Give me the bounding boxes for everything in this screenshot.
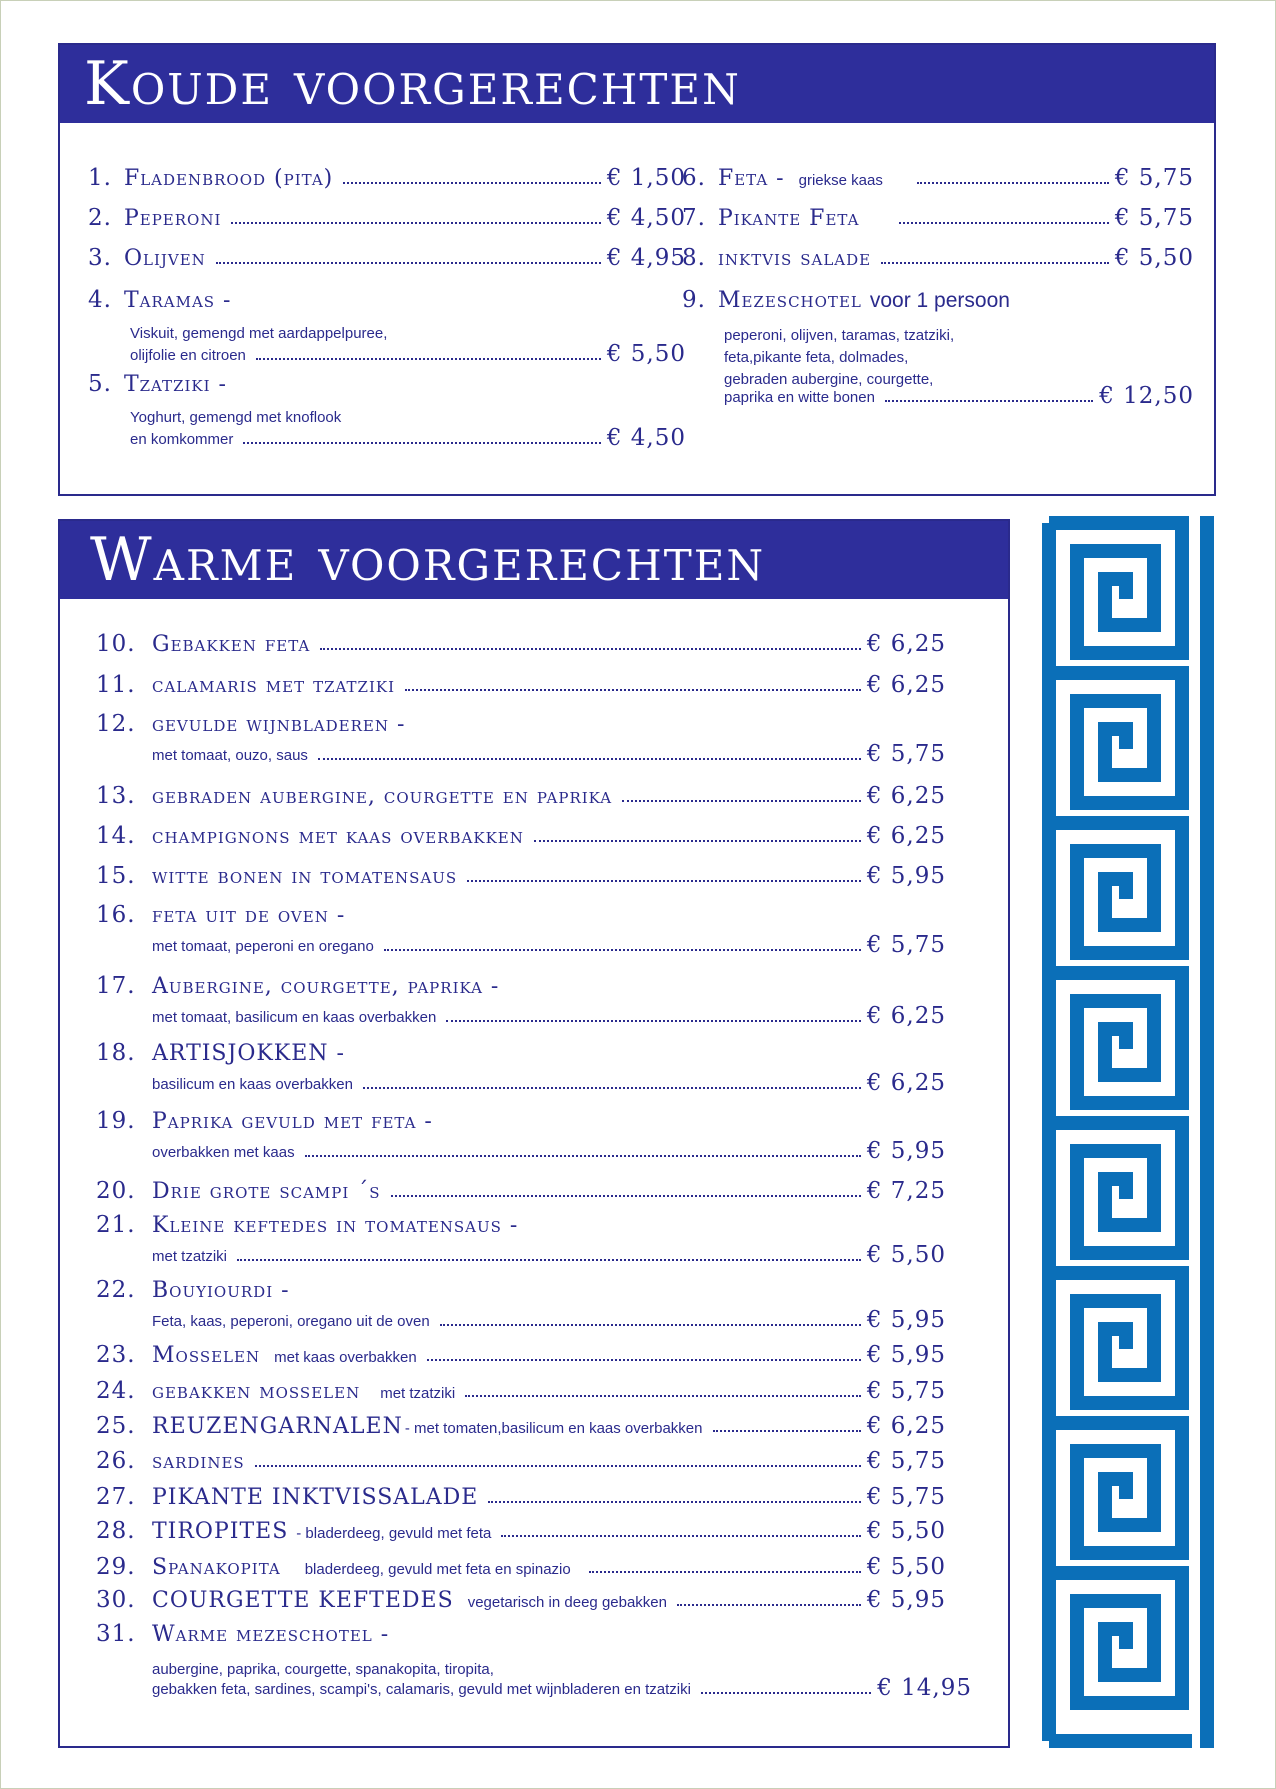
item-number: 18. — [96, 1040, 136, 1066]
item-price: € 5,75 — [1114, 165, 1194, 191]
item-number: 31. — [96, 1621, 136, 1647]
dot-leader — [216, 262, 601, 264]
item-description: feta,pikante feta, dolmades, — [724, 349, 909, 366]
item-price-line — [152, 1070, 946, 1096]
item-name: PIKANTE INKTVISSALADE — [152, 1485, 479, 1510]
item-price: € 6,25 — [866, 1413, 946, 1439]
item-name: inktvis salade — [717, 246, 872, 271]
item-number: 2. — [88, 205, 112, 231]
item-price: € 4,50 — [606, 205, 686, 231]
item-description: gebraden aubergine, courgette, — [724, 371, 934, 388]
item-number: 7. — [682, 205, 706, 231]
item-price: € 5,75 — [866, 741, 946, 767]
menu-item-14 — [96, 823, 946, 849]
item-price-line — [152, 741, 946, 767]
menu-item-15 — [96, 863, 946, 889]
dot-leader — [363, 1087, 861, 1089]
item-number: 8. — [682, 245, 706, 271]
item-description: aubergine, paprika, courgette, spanakopita, tiropita, — [152, 1661, 494, 1678]
menu-item-11 — [96, 672, 946, 698]
item-name: Pikante Feta — [717, 206, 860, 231]
item-number: 11. — [96, 672, 136, 698]
item-description: met kaas overbakken — [274, 1349, 417, 1366]
item-number: 27. — [96, 1484, 136, 1510]
item-price: € 5,95 — [866, 863, 946, 889]
menu-item-3 — [88, 245, 686, 271]
dot-leader — [488, 1501, 860, 1503]
dot-leader — [465, 1395, 861, 1397]
item-number: 4. — [88, 287, 112, 313]
item-price: € 5,95 — [866, 1307, 946, 1333]
item-price: € 5,75 — [866, 1378, 946, 1404]
item-number: 22. — [96, 1277, 136, 1303]
item-description: - met tomaten,basilicum en kaas overbakken — [404, 1420, 703, 1437]
menu-item-16 — [96, 902, 345, 928]
item-number: 19. — [96, 1108, 136, 1134]
dot-leader — [881, 262, 1109, 264]
item-number: 13. — [96, 783, 136, 809]
menu-item-24 — [96, 1378, 946, 1404]
dot-leader — [231, 222, 600, 224]
dot-leader — [305, 1155, 861, 1157]
dot-leader — [256, 358, 601, 360]
menu-item-31 — [96, 1621, 389, 1647]
item-number: 21. — [96, 1212, 136, 1238]
menu-item-23 — [96, 1342, 946, 1368]
item-name: Spanakopita — [152, 1555, 281, 1580]
item-price: € 5,75 — [866, 1448, 946, 1474]
dot-leader — [677, 1604, 861, 1606]
dot-leader — [243, 442, 600, 444]
item-price: € 5,50 — [1114, 245, 1194, 271]
menu-item-13 — [96, 783, 946, 809]
menu-item-18 — [96, 1040, 345, 1066]
item-number: 28. — [96, 1518, 136, 1544]
menu-item-7 — [682, 205, 1194, 231]
item-name: Taramas - — [123, 288, 232, 313]
item-description: Yoghurt, gemengd met knoflook — [130, 409, 342, 426]
item-price: € 6,25 — [866, 631, 946, 657]
item-number: 23. — [96, 1342, 136, 1368]
item-name: Drie grote scampi ´s — [152, 1179, 381, 1204]
item-price: € 6,25 — [866, 823, 946, 849]
dot-leader — [255, 1465, 861, 1467]
dot-leader — [320, 648, 861, 650]
item-price-line — [152, 1307, 946, 1333]
item-price-line — [152, 1138, 946, 1164]
item-name: Fladenbrood (pita) — [123, 166, 334, 191]
dot-leader — [622, 800, 861, 802]
item-price: € 4,50 — [606, 425, 686, 451]
dot-leader — [405, 689, 861, 691]
item-price: € 5,50 — [866, 1518, 946, 1544]
menu-item-17 — [96, 973, 499, 999]
menu-item-6 — [682, 165, 1194, 191]
item-name: Feta - — [717, 166, 785, 191]
item-number: 3. — [88, 245, 112, 271]
item-number: 9. — [682, 287, 706, 313]
menu-item-27 — [96, 1484, 946, 1510]
item-description: gebakken feta, sardines, scampi's, calamaris, gevuld met wijnbladeren en tzatziki — [152, 1681, 691, 1698]
item-name: witte bonen in tomatensaus — [152, 864, 458, 889]
item-name: gebraden aubergine, courgette en paprika — [152, 784, 613, 809]
item-number: 5. — [88, 371, 112, 397]
menu-item-4 — [88, 287, 231, 313]
item-description: Viskuit, gemengd met aardappelpuree, — [130, 325, 388, 342]
item-name: Mosselen — [152, 1343, 261, 1368]
dot-leader — [899, 222, 1108, 224]
item-price: € 5,95 — [866, 1138, 946, 1164]
greek-key-meander-icon — [1042, 516, 1222, 1748]
item-name-suffix: voor 1 persoon — [869, 289, 1010, 312]
item-number: 12. — [96, 711, 136, 737]
item-price-line — [152, 1675, 972, 1701]
item-number: 15. — [96, 863, 136, 889]
dot-leader — [318, 758, 861, 760]
menu-item-12 — [96, 711, 405, 737]
item-description: en komkommer — [130, 431, 234, 448]
item-name: Bouyiourdi - — [152, 1278, 290, 1303]
menu-item-8 — [682, 245, 1194, 271]
item-price: € 5,50 — [866, 1242, 946, 1268]
menu-item-10 — [96, 631, 946, 657]
dot-leader — [885, 400, 1093, 402]
menu-item-22 — [96, 1277, 290, 1303]
cold-appetizers-section — [58, 43, 1216, 496]
item-number: 14. — [96, 823, 136, 849]
menu-item-25 — [96, 1413, 946, 1439]
dot-leader — [589, 1571, 861, 1573]
item-name: Paprika gevuld met feta - — [152, 1109, 433, 1134]
item-name: Aubergine, courgette, paprika - — [152, 974, 500, 999]
menu-item-30 — [96, 1587, 946, 1613]
item-number: 20. — [96, 1178, 136, 1204]
item-description: peperoni, olijven, taramas, tzatziki, — [724, 327, 955, 344]
item-description: met tomaat, peperoni en oregano — [152, 938, 374, 955]
item-name: ARTISJOKKEN - — [152, 1041, 345, 1066]
item-price: € 4,95 — [606, 245, 686, 271]
cold-appetizers-title: Koude voorgerechten — [60, 45, 1214, 123]
item-description: met tomaat, ouzo, saus — [152, 747, 308, 764]
item-price: € 5,95 — [866, 1342, 946, 1368]
item-price: € 6,25 — [866, 783, 946, 809]
item-name: Mezeschotel — [717, 288, 862, 313]
item-description: vegetarisch in deeg gebakken — [467, 1594, 667, 1611]
item-number: 16. — [96, 902, 136, 928]
item-description: basilicum en kaas overbakken — [152, 1076, 353, 1093]
item-number: 1. — [88, 165, 112, 191]
item-price: € 6,25 — [866, 1070, 946, 1096]
item-price: € 12,50 — [1099, 383, 1194, 409]
dot-leader — [534, 840, 861, 842]
item-number: 10. — [96, 631, 136, 657]
dot-leader — [237, 1259, 861, 1261]
item-price: € 5,50 — [866, 1554, 946, 1580]
item-price: € 14,95 — [877, 1675, 972, 1701]
item-number: 24. — [96, 1378, 136, 1404]
item-description: griekse kaas — [798, 172, 883, 189]
dot-leader — [343, 182, 601, 184]
menu-item-9 — [682, 287, 1010, 313]
item-description: bladerdeeg, gevuld met feta en spinazio — [304, 1561, 571, 1578]
item-name: calamaris met tzatziki — [152, 673, 396, 698]
dot-leader — [917, 182, 1109, 184]
item-name: gebakken mosselen — [152, 1379, 361, 1404]
item-name: Warme mezeschotel - — [152, 1622, 390, 1647]
menu-item-2 — [88, 205, 686, 231]
item-price: € 7,25 — [866, 1178, 946, 1204]
menu-item-19 — [96, 1108, 433, 1134]
item-name: feta uit de oven - — [152, 903, 346, 928]
menu-item-26 — [96, 1448, 946, 1474]
dot-leader — [446, 1020, 861, 1022]
dot-leader — [501, 1535, 860, 1537]
item-price: € 5,75 — [866, 932, 946, 958]
item-description: - bladerdeeg, gevuld met feta — [296, 1525, 492, 1542]
item-description: olijfolie en citroen — [130, 347, 246, 364]
item-number: 6. — [682, 165, 706, 191]
dot-leader — [391, 1195, 861, 1197]
item-name: champignons met kaas overbakken — [152, 824, 524, 849]
item-price: € 1,50 — [606, 165, 686, 191]
warm-appetizers-title: Warme voorgerechten — [60, 521, 1008, 599]
item-description: overbakken met kaas — [152, 1144, 295, 1161]
dot-leader — [701, 1692, 871, 1694]
item-name: REUZENGARNALEN — [152, 1414, 403, 1439]
item-name: TIROPITES — [152, 1519, 289, 1544]
item-number: 26. — [96, 1448, 136, 1474]
item-price-line — [724, 383, 1194, 409]
item-name: Peperoni — [123, 206, 222, 231]
dot-leader — [467, 880, 861, 882]
item-price-line — [152, 1242, 946, 1268]
item-price: € 5,75 — [1114, 205, 1194, 231]
meander-path — [1049, 523, 1192, 1741]
item-price: € 5,50 — [606, 341, 686, 367]
menu-item-20 — [96, 1178, 946, 1204]
item-name: COURGETTE KEFTEDES — [152, 1588, 454, 1613]
item-description: met tomaat, basilicum en kaas overbakken — [152, 1009, 437, 1026]
menu-item-1 — [88, 165, 686, 191]
item-name: Gebakken feta — [152, 632, 311, 657]
item-price-line — [152, 932, 946, 958]
dot-leader — [440, 1324, 861, 1326]
item-name: sardines — [152, 1449, 245, 1474]
item-name: Kleine keftedes in tomatensaus - — [152, 1213, 519, 1238]
item-name: Olijven — [123, 246, 206, 271]
item-number: 17. — [96, 973, 136, 999]
item-name: gevulde wijnbladeren - — [152, 712, 406, 737]
item-description: Feta, kaas, peperoni, oregano uit de oven — [152, 1313, 430, 1330]
item-price-line — [130, 341, 686, 367]
item-price: € 5,95 — [866, 1587, 946, 1613]
menu-item-21 — [96, 1212, 518, 1238]
item-number: 25. — [96, 1413, 136, 1439]
menu-item-28 — [96, 1518, 946, 1544]
item-price: € 5,75 — [866, 1484, 946, 1510]
warm-appetizers-section — [58, 519, 1010, 1748]
item-name: Tzatziki - — [123, 372, 227, 397]
item-price-line — [152, 1003, 946, 1029]
dot-leader — [427, 1359, 861, 1361]
dot-leader — [384, 949, 861, 951]
item-price: € 6,25 — [866, 1003, 946, 1029]
item-description: met tzatziki — [380, 1385, 456, 1402]
item-price: € 6,25 — [866, 672, 946, 698]
menu-item-5 — [88, 371, 227, 397]
dot-leader — [713, 1430, 861, 1432]
menu-item-29 — [96, 1554, 946, 1580]
item-number: 29. — [96, 1554, 136, 1580]
item-description: paprika en witte bonen — [724, 389, 875, 406]
item-number: 30. — [96, 1587, 136, 1613]
item-price-line — [130, 425, 686, 451]
item-description: met tzatziki — [152, 1248, 228, 1265]
